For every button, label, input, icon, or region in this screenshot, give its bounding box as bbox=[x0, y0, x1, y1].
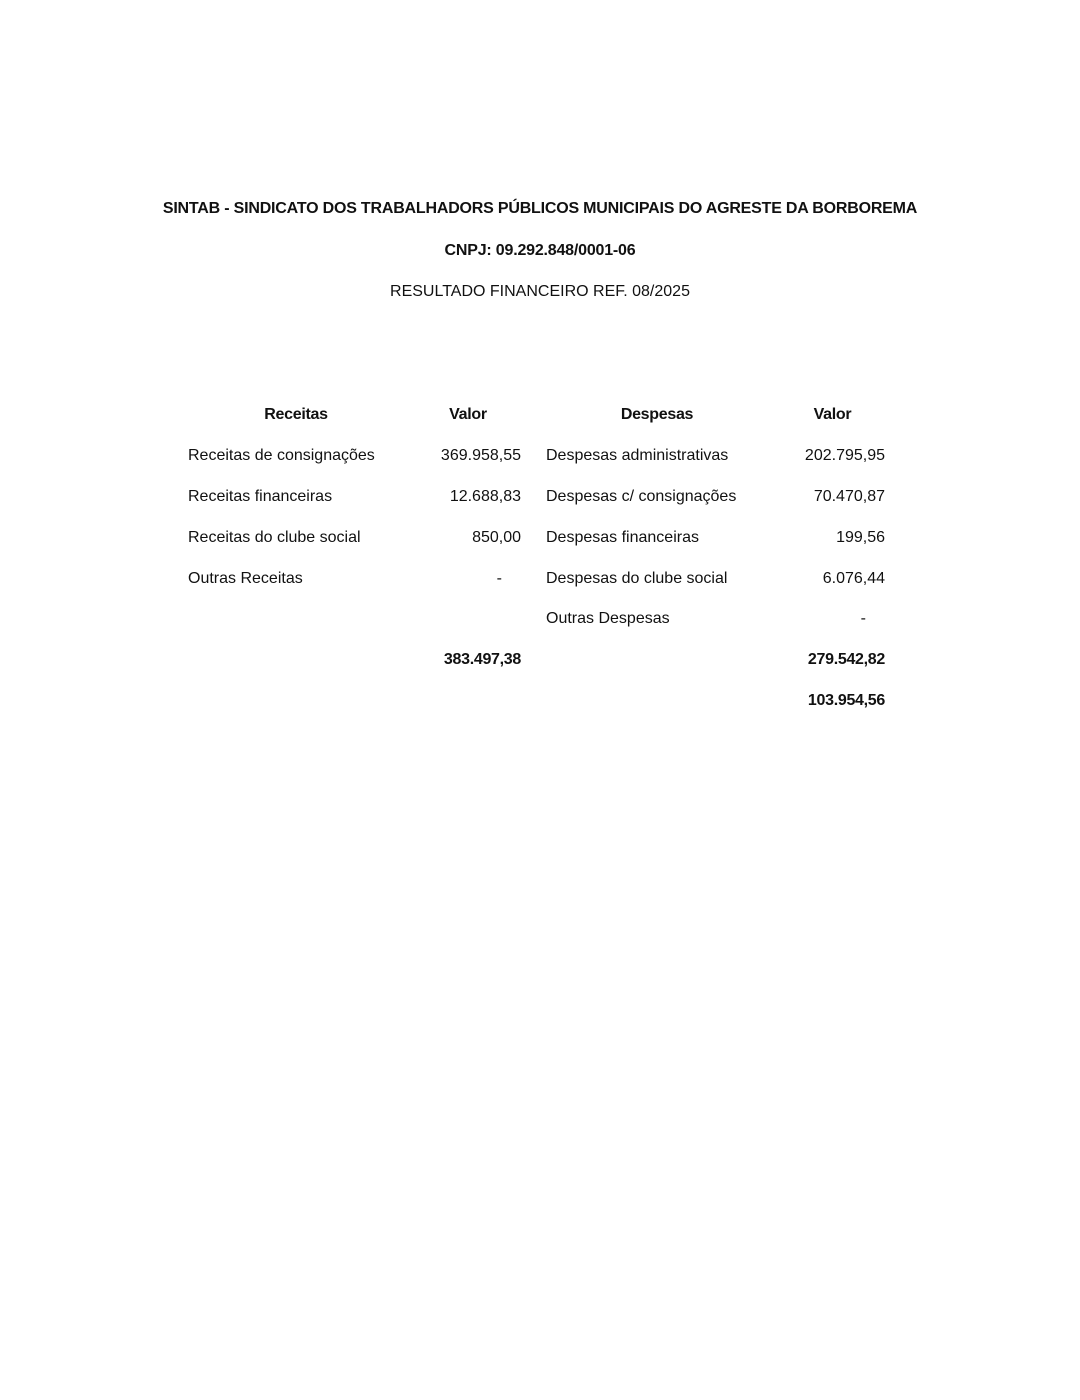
receita-value: 12.688,83 bbox=[449, 488, 521, 505]
receitas-header: Receitas bbox=[264, 406, 328, 423]
receita-label: Receitas de consignações bbox=[188, 447, 375, 464]
despesas-valor-header: Valor bbox=[813, 406, 852, 423]
despesa-label: Outras Despesas bbox=[546, 610, 670, 627]
total-despesas: 279.542,82 bbox=[807, 651, 885, 668]
total-receitas: 383.497,38 bbox=[443, 651, 521, 668]
despesa-label: Despesas do clube social bbox=[546, 570, 728, 587]
receita-value: 369.958,55 bbox=[440, 447, 521, 464]
receita-label: Receitas do clube social bbox=[188, 529, 361, 546]
despesa-value: 199,56 bbox=[836, 529, 885, 546]
despesa-label: Despesas administrativas bbox=[546, 447, 729, 464]
despesa-value: 6.076,44 bbox=[822, 570, 885, 587]
organization-name: SINTAB - SINDICATO DOS TRABALHADORS PÚBLICOS MUNICIPAIS DO AGRESTE DA BORBOREMA bbox=[162, 200, 918, 217]
receita-value: - bbox=[496, 570, 502, 587]
despesas-header: Despesas bbox=[620, 406, 694, 423]
receita-value: 850,00 bbox=[472, 529, 521, 546]
receita-label: Receitas financeiras bbox=[188, 488, 333, 505]
despesa-label: Despesas financeiras bbox=[546, 529, 699, 546]
report-title: RESULTADO FINANCEIRO REF. 08/2025 bbox=[390, 283, 690, 300]
despesa-label: Despesas c/ consignações bbox=[546, 488, 737, 505]
despesa-value: 202.795,95 bbox=[804, 447, 885, 464]
resultado-financeiro: 103.954,56 bbox=[807, 692, 885, 709]
despesa-value: - bbox=[860, 610, 866, 627]
receita-label: Outras Receitas bbox=[188, 570, 303, 587]
receitas-valor-header: Valor bbox=[449, 406, 487, 423]
despesa-value: 70.470,87 bbox=[813, 488, 885, 505]
cnpj-line: CNPJ: 09.292.848/0001-06 bbox=[444, 242, 636, 259]
